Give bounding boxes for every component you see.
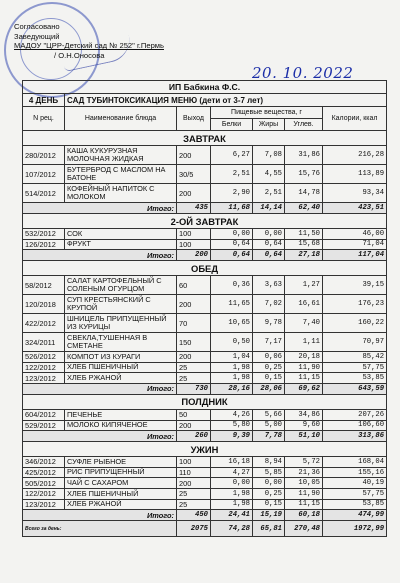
dish-output: 50 (177, 409, 211, 420)
total-fat: 7,78 (253, 431, 285, 442)
total-output: 200 (177, 250, 211, 261)
col-fat: Жиры (253, 119, 285, 131)
fat-value: 4,55 (253, 165, 285, 184)
col-carbs: Углев. (285, 119, 323, 131)
table-row (23, 165, 387, 184)
section-title: УЖИН (23, 442, 387, 457)
dish-name: БУТЕРБРОД С МАСЛОМ НА БАТОНЕ (65, 165, 177, 184)
total-calories: 117,04 (323, 250, 387, 261)
total-label: Итого: (23, 250, 177, 261)
table-row (23, 467, 387, 478)
dish-output: 200 (177, 478, 211, 489)
dish-name: КОМПОТ ИЗ КУРАГИ (65, 352, 177, 363)
recipe-number: 514/2012 (23, 184, 65, 203)
section-header (23, 261, 387, 276)
calories-value: 207,26 (323, 409, 387, 420)
dish-name: ЧАЙ С САХАРОМ (65, 478, 177, 489)
dish-name: ХЛЕБ ПШЕНИЧНЫЙ (65, 362, 177, 373)
table-row (23, 420, 387, 431)
fat-value: 0,64 (253, 239, 285, 250)
carbs-value: 15,68 (285, 239, 323, 250)
menu-title: САД ТУБИНТОКСИКАЦИЯ МЕНЮ (дети от 3-7 лет) (65, 94, 387, 107)
fat-value: 5,66 (253, 409, 285, 420)
menu-table (22, 80, 387, 537)
fat-value: 8,94 (253, 457, 285, 468)
table-row (23, 457, 387, 468)
total-calories: 643,59 (323, 383, 387, 394)
menu-day: 4 ДЕНЬ (23, 94, 65, 107)
grand-total-calories: 1972,99 (323, 521, 387, 537)
fat-value: 0,00 (253, 229, 285, 240)
recipe-number: 123/2012 (23, 499, 65, 510)
recipe-number: 425/2012 (23, 467, 65, 478)
col-name: Наименование блюда (65, 107, 177, 131)
protein-value: 0,50 (211, 333, 253, 352)
col-recipe: N рец. (23, 107, 65, 131)
section-title: ОБЕД (23, 261, 387, 276)
protein-value: 1,98 (211, 362, 253, 373)
fat-value: 0,15 (253, 373, 285, 384)
recipe-number: 324/2011 (23, 333, 65, 352)
recipe-number: 126/2012 (23, 239, 65, 250)
menu-table-wrap (22, 80, 386, 537)
protein-value: 0,36 (211, 276, 253, 295)
dish-output: 100 (177, 229, 211, 240)
dish-output: 110 (177, 467, 211, 478)
table-row (23, 314, 387, 333)
recipe-number: 107/2012 (23, 165, 65, 184)
total-carbs: 69,62 (285, 383, 323, 394)
dish-output: 25 (177, 362, 211, 373)
dish-output: 150 (177, 333, 211, 352)
dish-output: 25 (177, 373, 211, 384)
col-protein: Белки (211, 119, 253, 131)
dish-name: МОЛОКО КИПЯЧЕНОЕ (65, 420, 177, 431)
carbs-value: 14,78 (285, 184, 323, 203)
calories-value: 168,04 (323, 457, 387, 468)
dish-name: РИС ПРИПУЩЕННЫЙ (65, 467, 177, 478)
carbs-value: 10,05 (285, 478, 323, 489)
calories-value: 155,16 (323, 467, 387, 478)
table-row (23, 488, 387, 499)
dish-name: ПЕЧЕНЬЕ (65, 409, 177, 420)
grand-total-protein: 74,28 (211, 521, 253, 537)
total-calories: 313,86 (323, 431, 387, 442)
total-label: Итого: (23, 203, 177, 214)
carbs-value: 11,90 (285, 362, 323, 373)
handwritten-date: 20. 10. 2022 (252, 64, 354, 82)
fat-value: 7,02 (253, 295, 285, 314)
carbs-value: 1,27 (285, 276, 323, 295)
total-calories: 474,99 (323, 510, 387, 521)
protein-value: 4,26 (211, 409, 253, 420)
protein-value: 1,98 (211, 488, 253, 499)
total-protein: 11,68 (211, 203, 253, 214)
calories-value: 160,22 (323, 314, 387, 333)
total-label: Итого: (23, 510, 177, 521)
total-label: Итого: (23, 431, 177, 442)
section-total-row (23, 250, 387, 261)
calories-value: 53,85 (323, 373, 387, 384)
calories-value: 53,85 (323, 499, 387, 510)
carbs-value: 31,86 (285, 146, 323, 165)
protein-value: 0,00 (211, 478, 253, 489)
table-row (23, 362, 387, 373)
grand-total-fat: 65,81 (253, 521, 285, 537)
approval-block (14, 22, 164, 60)
carbs-value: 21,36 (285, 467, 323, 478)
protein-value: 16,18 (211, 457, 253, 468)
carbs-value: 15,76 (285, 165, 323, 184)
section-total-row (23, 510, 387, 521)
dish-name: КАША КУКУРУЗНАЯ МОЛОЧНАЯ ЖИДКАЯ (65, 146, 177, 165)
section-header (23, 131, 387, 146)
protein-value: 5,80 (211, 420, 253, 431)
fat-value: 0,25 (253, 362, 285, 373)
dish-output: 200 (177, 352, 211, 363)
protein-value: 0,64 (211, 239, 253, 250)
fat-value: 0,25 (253, 488, 285, 499)
calories-value: 57,75 (323, 488, 387, 499)
protein-value: 1,04 (211, 352, 253, 363)
fat-value: 7,08 (253, 146, 285, 165)
total-output: 260 (177, 431, 211, 442)
total-fat: 0,64 (253, 250, 285, 261)
col-nutrients: Пищевые вещества, г (211, 107, 323, 119)
carbs-value: 7,40 (285, 314, 323, 333)
fat-value: 9,78 (253, 314, 285, 333)
grand-total-row (23, 521, 387, 537)
total-output: 730 (177, 383, 211, 394)
calories-value: 71,04 (323, 239, 387, 250)
menu-person: ИП Бабкина Ф.С. (23, 81, 387, 94)
section-header (23, 442, 387, 457)
dish-output: 25 (177, 488, 211, 499)
dish-name: ФРУКТ (65, 239, 177, 250)
col-calories: Калории, ккал (323, 107, 387, 131)
carbs-value: 5,72 (285, 457, 323, 468)
calories-value: 216,28 (323, 146, 387, 165)
total-fat: 28,06 (253, 383, 285, 394)
dish-output: 60 (177, 276, 211, 295)
calories-value: 57,75 (323, 362, 387, 373)
calories-value: 46,00 (323, 229, 387, 240)
table-row (23, 478, 387, 489)
dish-output: 100 (177, 239, 211, 250)
table-row (23, 276, 387, 295)
table-row (23, 229, 387, 240)
recipe-number: 505/2012 (23, 478, 65, 489)
fat-value: 7,17 (253, 333, 285, 352)
carbs-value: 34,86 (285, 409, 323, 420)
section-total-row (23, 203, 387, 214)
total-output: 450 (177, 510, 211, 521)
calories-value: 113,89 (323, 165, 387, 184)
dish-name: КОФЕЙНЫЙ НАПИТОК С МОЛОКОМ (65, 184, 177, 203)
recipe-number: 532/2012 (23, 229, 65, 240)
dish-output: 200 (177, 184, 211, 203)
dish-name: ШНИЦЕЛЬ ПРИПУЩЕННЫЙ ИЗ КУРИЦЫ (65, 314, 177, 333)
protein-value: 6,27 (211, 146, 253, 165)
calories-value: 40,19 (323, 478, 387, 489)
total-protein: 0,64 (211, 250, 253, 261)
approval-line-2: Заведующий (14, 31, 60, 41)
carbs-value: 16,61 (285, 295, 323, 314)
section-total-row (23, 431, 387, 442)
recipe-number: 120/2018 (23, 295, 65, 314)
protein-value: 1,98 (211, 499, 253, 510)
grand-total-label: Всего за день: (23, 521, 177, 537)
table-row (23, 295, 387, 314)
recipe-number: 58/2012 (23, 276, 65, 295)
total-carbs: 60,18 (285, 510, 323, 521)
approval-line-4: / О.Н.Оносова (54, 50, 105, 60)
calories-value: 176,23 (323, 295, 387, 314)
dish-output: 25 (177, 499, 211, 510)
calories-value: 39,15 (323, 276, 387, 295)
section-header (23, 214, 387, 229)
total-fat: 14,14 (253, 203, 285, 214)
protein-value: 10,65 (211, 314, 253, 333)
total-calories: 423,51 (323, 203, 387, 214)
total-protein: 28,16 (211, 383, 253, 394)
dish-name: СУФЛЕ РЫБНОЕ (65, 457, 177, 468)
dish-name: ХЛЕБ РЖАНОЙ (65, 499, 177, 510)
fat-value: 3,63 (253, 276, 285, 295)
table-row (23, 239, 387, 250)
recipe-number: 422/2012 (23, 314, 65, 333)
section-title: ЗАВТРАК (23, 131, 387, 146)
carbs-value: 11,15 (285, 373, 323, 384)
total-protein: 24,41 (211, 510, 253, 521)
section-title: ПОЛДНИК (23, 394, 387, 409)
dish-name: ХЛЕБ РЖАНОЙ (65, 373, 177, 384)
dish-output: 200 (177, 295, 211, 314)
recipe-number: 123/2012 (23, 373, 65, 384)
section-title: 2-ОЙ ЗАВТРАК (23, 214, 387, 229)
approval-line-3: МАДОУ "ЦРР-Детский сад № 252" г.Пермь (14, 41, 164, 51)
dish-output: 200 (177, 420, 211, 431)
recipe-number: 604/2012 (23, 409, 65, 420)
recipe-number: 280/2012 (23, 146, 65, 165)
table-row (23, 373, 387, 384)
calories-value: 70,97 (323, 333, 387, 352)
dish-output: 30/5 (177, 165, 211, 184)
recipe-number: 529/2012 (23, 420, 65, 431)
total-carbs: 51,10 (285, 431, 323, 442)
total-protein: 9,39 (211, 431, 253, 442)
carbs-value: 11,50 (285, 229, 323, 240)
protein-value: 2,90 (211, 184, 253, 203)
table-row (23, 352, 387, 363)
total-output: 435 (177, 203, 211, 214)
dish-output: 200 (177, 146, 211, 165)
table-row (23, 146, 387, 165)
total-fat: 15,19 (253, 510, 285, 521)
fat-value: 0,00 (253, 478, 285, 489)
dish-name: СУП КРЕСТЬЯНСКИЙ С КРУПОЙ (65, 295, 177, 314)
approval-line-1: Согласовано (14, 22, 60, 31)
carbs-value: 20,18 (285, 352, 323, 363)
col-output: Выход (177, 107, 211, 131)
section-header (23, 394, 387, 409)
table-row (23, 333, 387, 352)
protein-value: 2,51 (211, 165, 253, 184)
grand-total-output: 2075 (177, 521, 211, 537)
calories-value: 106,60 (323, 420, 387, 431)
table-row (23, 184, 387, 203)
fat-value: 5,00 (253, 420, 285, 431)
recipe-number: 122/2012 (23, 488, 65, 499)
dish-output: 100 (177, 457, 211, 468)
total-carbs: 62,40 (285, 203, 323, 214)
table-row (23, 499, 387, 510)
total-label: Итого: (23, 383, 177, 394)
grand-total-carbs: 270,48 (285, 521, 323, 537)
dish-name: САЛАТ КАРТОФЕЛЬНЫЙ С СОЛЕНЫМ ОГУРЦОМ (65, 276, 177, 295)
carbs-value: 11,90 (285, 488, 323, 499)
fat-value: 2,51 (253, 184, 285, 203)
protein-value: 1,98 (211, 373, 253, 384)
recipe-number: 526/2012 (23, 352, 65, 363)
dish-name: СВЕКЛА,ТУШЕННАЯ В СМЕТАНЕ (65, 333, 177, 352)
section-total-row (23, 383, 387, 394)
protein-value: 0,00 (211, 229, 253, 240)
protein-value: 4,27 (211, 467, 253, 478)
calories-value: 93,34 (323, 184, 387, 203)
total-carbs: 27,18 (285, 250, 323, 261)
fat-value: 5,85 (253, 467, 285, 478)
protein-value: 11,65 (211, 295, 253, 314)
carbs-value: 9,60 (285, 420, 323, 431)
carbs-value: 11,15 (285, 499, 323, 510)
recipe-number: 122/2012 (23, 362, 65, 373)
recipe-number: 346/2012 (23, 457, 65, 468)
calories-value: 85,42 (323, 352, 387, 363)
carbs-value: 1,11 (285, 333, 323, 352)
dish-output: 70 (177, 314, 211, 333)
dish-name: ХЛЕБ ПШЕНИЧНЫЙ (65, 488, 177, 499)
fat-value: 0,15 (253, 499, 285, 510)
dish-name: СОК (65, 229, 177, 240)
fat-value: 0,06 (253, 352, 285, 363)
table-row (23, 409, 387, 420)
